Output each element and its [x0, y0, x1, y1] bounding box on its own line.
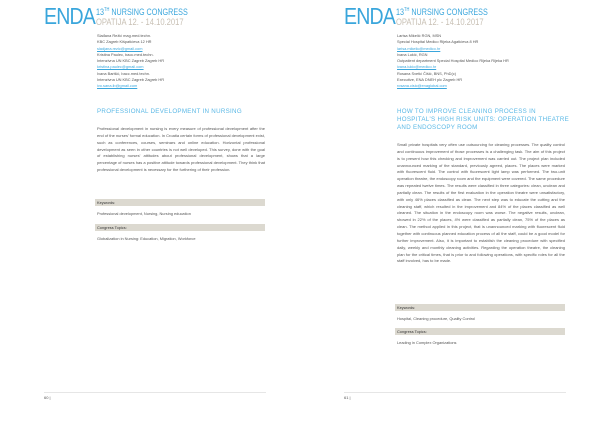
page-number: 60 |	[44, 392, 266, 400]
author-email-link[interactable]: kristina.paulec@gmail.com	[97, 64, 144, 70]
author-line: Special Hospital Medico Rijeka Agatićeva 8 HR	[397, 39, 479, 45]
abstract-body: Small private hospitals very often use outsourcing for cleaning processes. The quality control and continuous improvement of those processes is a challenging task. The aim of this project is to present how this checking and improvement was carried out. The project plan included unannounced marking of the standard, previously agreed, places. The places were marked with fluorescent fluid. The control with fluorescent light lamp was performed. The two-unit operation theatre, the endoscopy room and the equipment were covered. The same procedure was repeated twelve times. The results were classified in three categories: clean, unclean and partially clean. The results of the first evaluation in the operation theatre were unsatisfactory, with only 46% places classified as clean. The next step was to educate the cutting and the cleaning staff, which resulted in the improvement and 84% of the places classified as well cleaned. The situation in the endoscopy room was worse. The negative results, unclean, showed in 22% of the places, 4% were classified as partially clean, 75% of the places as clean. The method applied in this project, that is unannounced marking with fluorescent fluid together with continuous planned education process of all the staff, could be a good model for further improvement. Also, it is important to establish the cleaning procedure with specified daily, weekly and monthly cleaning activities. Regarding the operation theatre, the cleaning plan for the critical times, that is prior to and following operations, with specific roles for all the staff involved, has to be made.	[397, 142, 565, 264]
author-line: Kristina Paulec, bacc.med.techn.	[97, 51, 154, 57]
enda-logo: ENDA	[344, 3, 395, 29]
author-email-link[interactable]: rosana.cisic@enaglobal.com	[397, 83, 447, 89]
author-line: Rosana Svetić Čišić, BNS, PhD(c)	[397, 70, 457, 76]
author-email-link[interactable]: larisa.mikelic@medico.hr	[397, 45, 441, 51]
page-right	[300, 0, 600, 424]
author-line: KBC Zagreb Kišpatićeva 12 HR	[97, 39, 152, 45]
topics-label: Congress Topics:	[95, 224, 265, 231]
author-line: Ivana Lukić, RGN	[397, 51, 428, 57]
author-line: Intenzivna UN KBC Zagreb Zagreb HR	[97, 58, 165, 64]
abstract-title: PROFESSIONAL DEVELOPMENT IN NURSING	[97, 108, 242, 115]
author-email-link[interactable]: ivana.lukic@medico.hr	[397, 64, 437, 70]
topics-value: Globalization in Nursing: Education, Migration, Workforce	[97, 236, 196, 241]
author-line: Intenzivna UN KBC Zagreb Zagreb HR	[97, 77, 165, 83]
author-line: Ivana Barišić, bacc.med.techn.	[97, 70, 150, 76]
author-line: Slađana Režić mag.med.techn.	[97, 33, 152, 38]
keywords-value: Hospital, Cleaning procedure, Quality Control	[397, 316, 476, 321]
page-number: 61 |	[344, 392, 566, 400]
topics-label: Congress Topics:	[395, 328, 565, 335]
congress-title: 13TH NURSING CONGRESS	[396, 7, 488, 17]
enda-logo: ENDA	[44, 3, 95, 29]
author-line: Executive, ENA DNEH plc Zagreb HR	[397, 77, 463, 83]
abstract-title: HOW TO IMPROVE CLEANING PROCESS IN HOSPITAL'S HIGH RISK UNITS: OPERATION THEATRE AND ENDOSCOPY ROOM	[397, 108, 570, 131]
author-line: Outpatient department Special Hospital Medico Rijeka Rijeka HR	[397, 58, 509, 64]
abstract-body: Professional development in nursing is every measure of professional development after the end of the nurses' formal education. In Croatia certain forms of professional development exist, such as conferences, courses, seminars and online education. Horizontal professional development as seen in other countries is not well developed. This survey, done with the goal of establishing nurses' attitudes about professional development, shows that a large percentage of nurses has a positive attitude towards professional development. They think that professional development is necessary for the furthering of their profession.	[97, 126, 265, 173]
congress-title: 13TH NURSING CONGRESS	[96, 7, 188, 17]
author-email-link[interactable]: ivo.sana.ib@gmail.com	[97, 83, 138, 89]
topics-value: Leading in Complex Organizations	[397, 340, 457, 345]
authors	[97, 33, 164, 90]
author-email-link[interactable]: sladjana.rezic@gmail.com	[97, 45, 143, 51]
congress-date: OPATIJA 12. - 14.10.2017	[396, 17, 484, 28]
keywords-value: Professional development, Nursing, Nursing education	[97, 211, 191, 216]
keywords-label: Keywords:	[95, 199, 265, 206]
author-line: Larisa Mikelić RGN, MSN	[397, 33, 442, 38]
authors	[397, 33, 509, 90]
keywords-label: Keywords:	[395, 304, 565, 311]
congress-date: OPATIJA 12. - 14.10.2017	[96, 17, 184, 28]
